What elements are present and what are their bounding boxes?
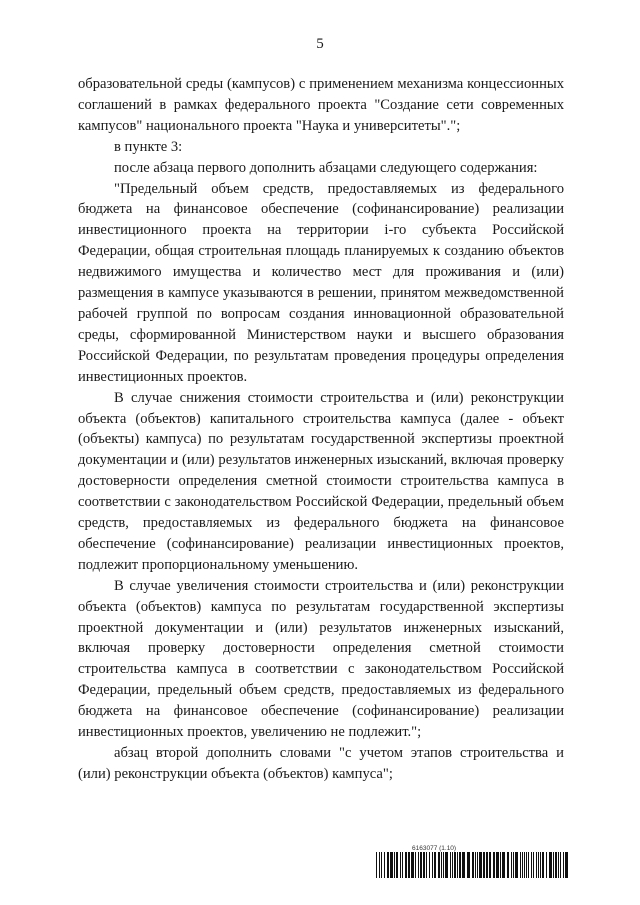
paragraph: в пункте 3: <box>114 138 183 155</box>
document-body <box>78 74 564 785</box>
barcode-icon <box>376 852 568 878</box>
page-number: 5 <box>316 36 324 52</box>
paragraph: В случае снижения стоимости строительства и (или) реконструкции объекта (объектов) капитального строительства кампуса (далее - объект (объекты) кампуса) по результатам государственной экспертизы проектной документации и (или) результатов инженерных изысканий, включая проверку достоверности определения сметной стоимости строительства кампуса в соответствии с законодательством Российской Федерации, предельный объем средств, предоставляемых из федерального бюджета на финансовое обеспечение (софинансирование) реализации инвестиционных проектов, подлежит пропорциональному уменьшению. <box>78 389 564 573</box>
barcode-label: 6163077 (1.10) <box>412 845 457 852</box>
paragraph: "Предельный объем средств, предоставляемых из федерального бюджета на финансовое обеспечение (софинансирование) реализации инвестиционного проекта на территории i-го субъекта Российской Федерации, общая строительная площадь планируемых к созданию объектов недвижимого имущества и количество мест для проживания и (или) размещения в кампусе указываются в решении, принятом межведомственной рабочей группой по вопросам создания инновационной образовательной среды, сформированной Министерством науки и высшего образования Российской Федерации, по результатам проведения процедуры определения инвестиционных проектов. <box>78 180 564 385</box>
paragraph: В случае увеличения стоимости строительства и (или) реконструкции объекта (объектов) кампуса по результатам государственной экспертизы проектной документации и (или) результатов инженерных изысканий, включая проверку достоверности определения сметной стоимости строительства кампуса в соответствии с законодательством Российской Федерации, предельный объем средств, предоставляемых из федерального бюджета на финансовое обеспечение (софинансирование) реализации инвестиционных проектов, увеличению не подлежит."; <box>78 577 564 741</box>
paragraph: абзац второй дополнить словами "с учетом этапов строительства и (или) реконструкции объекта (объектов) кампуса"; <box>78 745 564 782</box>
paragraph: образовательной среды (кампусов) с применением механизма концессионных соглашений в рамках федерального проекта "Создание сети современных кампусов" национального проекта "Наука и университеты"."; <box>78 76 564 134</box>
paragraph: после абзаца первого дополнить абзацами следующего содержания: <box>114 159 538 176</box>
